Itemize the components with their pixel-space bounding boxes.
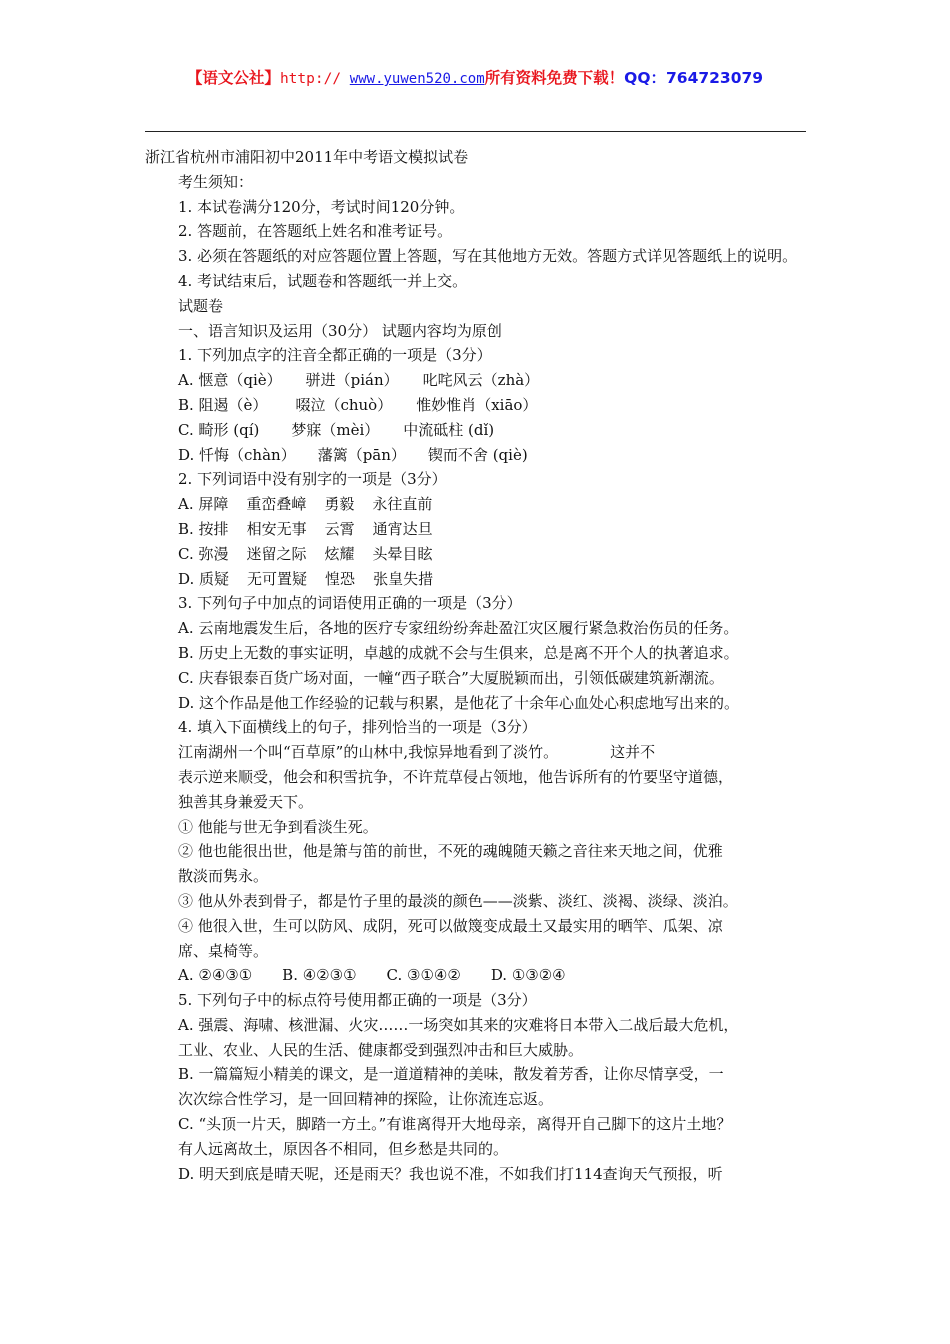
site-header xyxy=(0,66,950,88)
passage-line xyxy=(145,740,807,765)
sentence-item: 散淡而隽永。 xyxy=(178,867,269,886)
option-text: 有人远离故土，原因各不相同，但乡愁是共同的。 xyxy=(178,1139,509,1158)
passage-line: 表示逆来顺受，他会和积雪抗争，不许荒草侵占领地，他告诉所有的竹要坚守道德， xyxy=(178,767,734,786)
option-text: C. 弥漫 xyxy=(178,544,229,563)
option-text: C. 庆春银泰百货广场对面，一幢“西子联合”大厦脱颖而出，引领低碳建筑新潮流。 xyxy=(178,668,724,687)
option-text: 勇毅 xyxy=(324,495,355,514)
site-name: 【语文公社】 xyxy=(186,69,280,87)
option-text: A. 云南地震发生后，各地的医疗专家纽纷纷奔赴盈江灾区履行紧急救治伤员的任务。 xyxy=(178,619,739,638)
qq-number: QQ：764723079 xyxy=(624,69,764,87)
choice-option: D. ①③②④ xyxy=(490,966,566,985)
site-link[interactable]: www.yuwen520.com xyxy=(349,71,485,87)
question-stem: 3. 下列句子中加点的词语使用正确的一项是（3分） xyxy=(178,594,522,613)
option-text: D. 明天到底是晴天呢，还是雨天？我也说不准，不如我们打114查询天气预报，听 xyxy=(178,1164,723,1183)
option-text: 永往直前 xyxy=(372,495,433,514)
option-text: 无可置疑 xyxy=(247,569,308,588)
choice-row xyxy=(145,963,807,988)
option-text: A. 强震、海啸、核泄漏、火灾……一场突如其来的灾难将日本带入二战后最大危机， xyxy=(178,1015,739,1034)
choice-option: B. ④②③① xyxy=(282,966,357,985)
option-text: C. 畸形 (qí) xyxy=(178,420,260,439)
passage-line: 独善其身兼爱天下。 xyxy=(178,792,314,811)
option-text: 啜泣（chuò） xyxy=(295,395,393,414)
option-text: 锲而不舍 (qiè) xyxy=(427,445,528,464)
option-text: 迷留之际 xyxy=(246,544,307,563)
passage-text: 这并不 xyxy=(610,743,656,762)
option-text: 通宵达旦 xyxy=(372,519,433,538)
header-slogan: 所有资料免费下载！ xyxy=(484,69,625,87)
notice-heading: 考生须知： xyxy=(178,172,254,191)
option-text: C. “头顶一片天，脚踏一方土。”有谁离得开大地母亲，离得开自己脚下的这片土地？ xyxy=(178,1115,732,1134)
sentence-item: ① 他能与世无争到看淡生死。 xyxy=(178,817,378,836)
option-text: 中流砥柱 (dǐ) xyxy=(403,420,495,439)
option-text: 次次综合性学习，是一回回精神的探险，让你流连忘返。 xyxy=(178,1090,554,1109)
option-text: D. 忏悔（chàn） xyxy=(178,445,296,464)
option-text: B. 阻遏（è） xyxy=(178,395,268,414)
notice-item: 1. 本试卷满分120分，考试时间120分钟。 xyxy=(178,197,465,216)
option-row xyxy=(145,418,807,443)
header-divider xyxy=(145,131,806,132)
option-text: 叱咤风云（zhà） xyxy=(422,371,540,390)
option-row xyxy=(145,492,807,517)
notice-item: 2. 答题前，在答题纸上姓名和准考证号。 xyxy=(178,222,453,241)
option-text: 工业、农业、人民的生活、健康都受到强烈冲击和巨大威胁。 xyxy=(178,1040,584,1059)
option-row xyxy=(145,443,807,468)
sentence-item: ③ 他从外表到骨子，都是竹子里的最淡的颜色——淡紫、淡红、淡褐、淡绿、淡泊。 xyxy=(178,891,738,910)
option-text: 云霄 xyxy=(324,519,355,538)
option-text: 惶恐 xyxy=(325,569,356,588)
sentence-item: 席、桌椅等。 xyxy=(178,941,269,960)
option-text: 张皇失措 xyxy=(373,569,434,588)
url-protocol: http:// xyxy=(279,71,350,87)
option-text: D. 质疑 xyxy=(178,569,230,588)
choice-option: C. ③①④② xyxy=(386,966,461,985)
option-row xyxy=(145,368,807,393)
option-row xyxy=(145,517,807,542)
option-row xyxy=(145,542,807,567)
option-text: 相安无事 xyxy=(246,519,307,538)
option-text: A. 惬意（qiè） xyxy=(178,371,282,390)
option-row xyxy=(145,567,807,592)
notice-item: 4. 考试结束后，试题卷和答题纸一并上交。 xyxy=(178,271,468,290)
option-text: 炫耀 xyxy=(324,544,355,563)
passage-text: 江南湖州一个叫“百草原”的山林中,我惊异地看到了淡竹。 xyxy=(178,743,559,762)
option-text: A. 屏障 xyxy=(178,495,229,514)
question-stem: 5. 下列句子中的标点符号使用都正确的一项是（3分） xyxy=(178,991,537,1010)
option-text: B. 按排 xyxy=(178,519,229,538)
option-text: 惟妙惟肖（xiāo） xyxy=(416,395,538,414)
doc-title: 浙江省杭州市浦阳初中2011年中考语文模拟试卷 xyxy=(145,148,469,166)
option-row xyxy=(145,393,807,418)
sentence-item: ④ 他很入世，生可以防风、成阴，死可以做篾变成最土又最实用的晒竿、瓜架、凉 xyxy=(178,916,723,935)
sentence-item: ② 他也能很出世，他是箫与笛的前世，不死的魂魄随天籁之音往来天地之间，优雅 xyxy=(178,842,723,861)
option-text: 梦寐（mèi） xyxy=(291,420,380,439)
option-text: D. 这个作品是他工作经验的记载与积累，是他花了十余年心血处心积虑地写出来的。 xyxy=(178,693,740,712)
choice-option: A. ②④③① xyxy=(178,966,253,985)
option-text: 重峦叠嶂 xyxy=(246,495,307,514)
option-text: 藩篱（pān） xyxy=(317,445,406,464)
document-body xyxy=(145,145,807,1186)
question-stem: 1. 下列加点字的注音全都正确的一项是（3分） xyxy=(178,346,492,365)
section-label: 试题卷 xyxy=(178,296,224,315)
option-text: B. 一篇篇短小精美的课文，是一道道精神的美味，散发着芳香，让你尽情享受，一 xyxy=(178,1065,724,1084)
option-text: 头晕目眩 xyxy=(372,544,433,563)
question-stem: 2. 下列词语中没有别字的一项是（3分） xyxy=(178,470,447,489)
section-heading: 一、语言知识及运用（30分） 试题内容均为原创 xyxy=(178,321,502,340)
question-stem: 4. 填入下面横线上的句子，排列恰当的一项是（3分） xyxy=(178,718,537,737)
notice-item: 3. 必须在答题纸的对应答题位置上答题，写在其他地方无效。答题方式详见答题纸上的说明。 xyxy=(178,247,798,266)
option-text: B. 历史上无数的事实证明，卓越的成就不会与生俱来，总是离不开个人的执著追求。 xyxy=(178,643,739,662)
option-text: 骈进（pián） xyxy=(305,371,399,390)
